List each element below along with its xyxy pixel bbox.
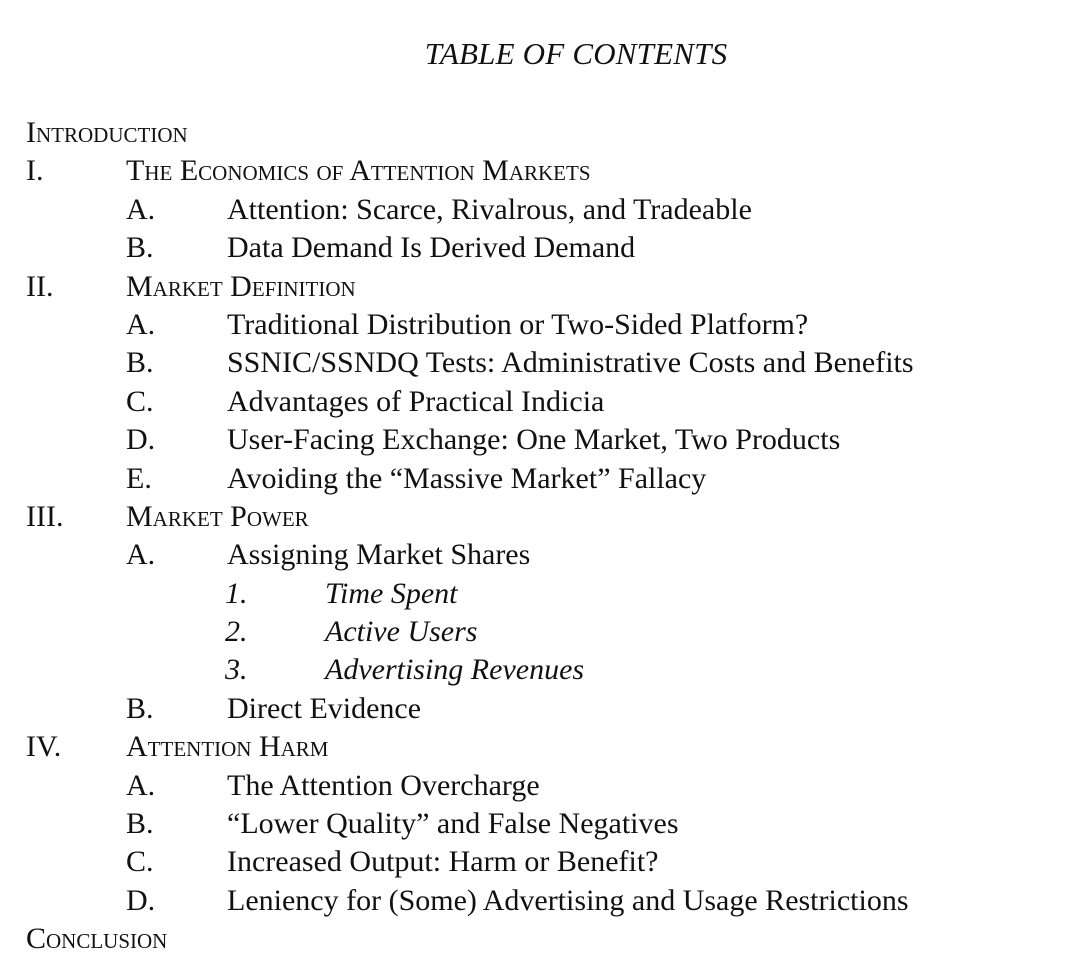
- toc-entry-number: 2.: [225, 615, 248, 649]
- toc-entry-number: IV.: [26, 730, 62, 764]
- toc-entry-part-2-c[interactable]: [26, 383, 1066, 421]
- toc-entry-number: A.: [126, 307, 156, 341]
- toc-entry-part-3[interactable]: [26, 498, 1066, 536]
- toc-entry-label: Avoiding the “Massive Market” Fallacy: [227, 461, 707, 495]
- toc-entry-number: B.: [126, 231, 154, 265]
- toc-entry-label: Assigning Market Shares: [227, 538, 531, 572]
- toc-entry-number: B.: [126, 807, 154, 841]
- toc-entry-label: Market Power: [126, 499, 309, 533]
- toc-entry-label: Time Spent: [325, 576, 458, 610]
- toc-entry-label: Leniency for (Some) Advertising and Usage Restrictions: [227, 883, 909, 917]
- page-title: TABLE OF CONTENTS: [424, 36, 728, 71]
- toc-entry-part-4-c[interactable]: [26, 843, 1066, 881]
- toc-entry-number: A.: [126, 768, 156, 802]
- toc-entry-part-4-d[interactable]: [26, 882, 1066, 920]
- toc-entry-number: B.: [126, 346, 154, 380]
- toc-entry-number: A.: [126, 192, 156, 226]
- toc-entry-introduction[interactable]: [26, 114, 1066, 152]
- toc-entry-label: The Economics of Attention Markets: [126, 154, 591, 188]
- toc-entry-part-2-a[interactable]: [26, 306, 1066, 344]
- toc-entry-part-2-b[interactable]: [26, 344, 1066, 382]
- toc-entry-part-1-a[interactable]: [26, 191, 1066, 229]
- toc-entry-label: “Lower Quality” and False Negatives: [227, 807, 679, 841]
- toc-entry-label: Data Demand Is Derived Demand: [227, 231, 636, 265]
- toc-entry-label: Increased Output: Harm or Benefit?: [227, 845, 659, 879]
- toc-entry-label: Attention: Scarce, Rivalrous, and Tradeable: [227, 192, 752, 226]
- toc-entry-label: SSNIC/SSNDQ Tests: Administrative Costs and Benefits: [227, 346, 914, 380]
- toc-entry-part-4-b[interactable]: [26, 805, 1066, 843]
- toc-entry-number: E.: [126, 461, 152, 495]
- toc-entry-number: B.: [126, 691, 154, 725]
- toc-entry-label: Conclusion: [26, 922, 168, 956]
- toc-entry-label: Advertising Revenues: [325, 653, 585, 687]
- toc-entry-label: Introduction: [26, 116, 188, 149]
- table-of-contents: [26, 114, 1066, 959]
- toc-entry-label: Market Definition: [126, 269, 356, 303]
- toc-entry-part-1[interactable]: [26, 152, 1066, 190]
- toc-entry-label: The Attention Overcharge: [227, 768, 540, 802]
- toc-entry-number: C.: [126, 384, 154, 418]
- toc-entry-part-4[interactable]: [26, 728, 1066, 766]
- toc-entry-label: Attention Harm: [126, 730, 329, 764]
- toc-entry-number: I.: [26, 154, 44, 188]
- toc-entry-part-4-a[interactable]: [26, 767, 1066, 805]
- toc-entry-part-2-d[interactable]: [26, 421, 1066, 459]
- toc-entry-part-1-b[interactable]: [26, 229, 1066, 267]
- toc-entry-number: 1.: [225, 576, 248, 610]
- toc-entry-part-3-a-2[interactable]: [26, 613, 1066, 651]
- toc-entry-part-3-a-1[interactable]: [26, 575, 1066, 613]
- toc-entry-part-2[interactable]: [26, 268, 1066, 306]
- toc-entry-number: II.: [26, 269, 54, 303]
- toc-entry-part-3-b[interactable]: [26, 690, 1066, 728]
- toc-entry-label: Active Users: [325, 615, 478, 649]
- toc-entry-label: Traditional Distribution or Two-Sided Platform?: [227, 307, 809, 341]
- toc-entry-label: User-Facing Exchange: One Market, Two Products: [227, 423, 841, 457]
- toc-entry-conclusion[interactable]: [26, 920, 1066, 958]
- toc-entry-number: A.: [126, 538, 156, 572]
- toc-entry-number: C.: [126, 845, 154, 879]
- toc-entry-part-3-a-3[interactable]: [26, 651, 1066, 689]
- toc-entry-number: 3.: [225, 653, 248, 687]
- toc-entry-number: D.: [126, 883, 156, 917]
- toc-entry-number: III.: [26, 499, 64, 533]
- toc-entry-label: Advantages of Practical Indicia: [227, 384, 605, 418]
- toc-entry-part-2-e[interactable]: [26, 460, 1066, 498]
- toc-entry-part-3-a[interactable]: [26, 536, 1066, 574]
- toc-entry-number: D.: [126, 423, 156, 457]
- toc-entry-label: Direct Evidence: [227, 691, 422, 725]
